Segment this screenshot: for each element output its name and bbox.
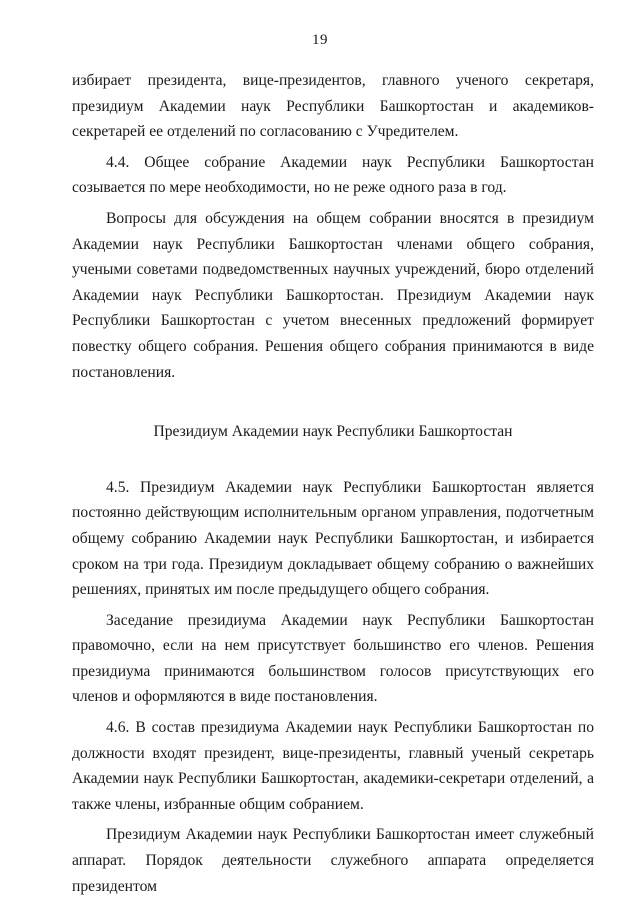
paragraph-4-4: 4.4. Общее собрание Академии наук Республики Башкортостан созывается по мере необходимости, но не реже одного раза в год. [72, 153, 594, 197]
paragraph-4-6: 4.6. В состав президиума Академии наук Республики Башкортостан по должности входят президент, вице-президенты, главный ученый секретарь Академии наук Республики Башкортостан, академики-секретари отделений, а также члены, избранные общим собранием. [72, 719, 594, 813]
paragraph-agenda: Вопросы для обсуждения на общем собрании вносятся в президиум Академии наук Республики Башкортостан членами общего собрания, учеными советами подведомственных научных учреждений, бюро отделений Академии наук Республики Башкортостан. Президиум Академии наук Республики Башкортостан с учетом внесенных предложений формирует повестку общего собрания. Решения общего собрания принимаются в виде постановления. [72, 209, 594, 381]
paragraph-continuation: избирает президента, вице-президентов, главного ученого секретаря, президиум Академии наук Республики Башкортостан и академиков-секретарей ее отделений по согласованию с Учредителем. [72, 72, 594, 141]
paragraph-staff: Президиум Академии наук Республики Башкортостан имеет служебный аппарат. Порядок деятельности служебного аппарата определяется президентом [72, 826, 594, 895]
paragraph-quorum: Заседание президиума Академии наук Республики Башкортостан правомочно, если на нем присутствует большинство его членов. Решения президиума принимаются большинством голосов присутствующих его членов и оформляются в виде постановления. [72, 611, 594, 706]
paragraph-4-5: 4.5. Президиум Академии наук Республики Башкортостан является постоянно действующим исполнительным органом управления, подотчетным общему собранию Академии наук Республики Башкортостан, и избирается сроком на три года. Президиум докладывает общему собранию о важнейших решениях, принятых им после предыдущего общего собрания. [72, 478, 594, 599]
document-body [72, 68, 594, 904]
page-number: 19 [312, 32, 328, 48]
section-heading: Президиум Академии наук Республики Башкортостан [153, 423, 513, 441]
